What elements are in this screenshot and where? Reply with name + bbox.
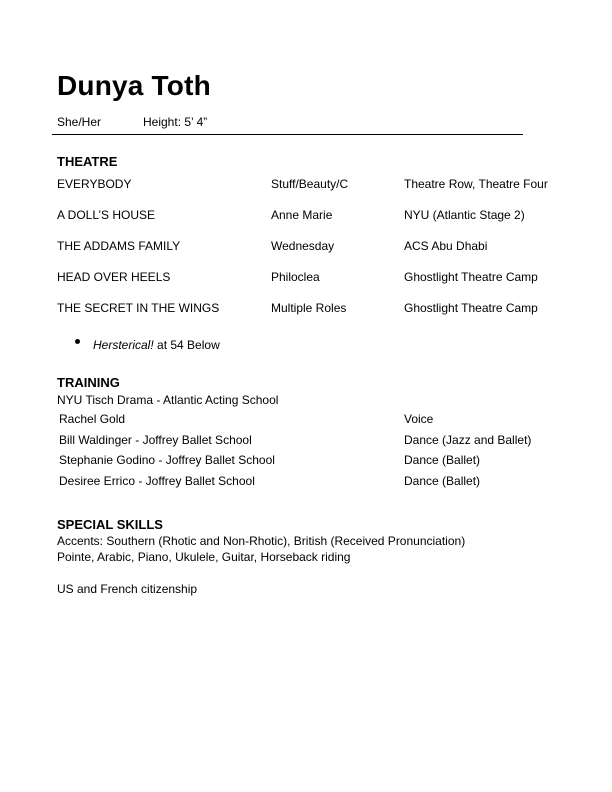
theatre-venue: NYU (Atlantic Stage 2) xyxy=(404,208,525,222)
header-divider xyxy=(52,134,523,135)
skills-line: US and French citizenship xyxy=(57,582,198,596)
skills-line: Pointe, Arabic, Piano, Ukulele, Guitar, Horseback riding xyxy=(57,550,351,564)
training-heading: TRAINING xyxy=(57,375,120,390)
theatre-venue: Theatre Row, Theatre Four xyxy=(404,177,548,191)
theatre-venue: Ghostlight Theatre Camp xyxy=(404,301,538,315)
theatre-heading: THEATRE xyxy=(57,154,118,169)
training-teacher: Stephanie Godino - Joffrey Ballet School xyxy=(59,453,275,467)
theatre-role: Multiple Roles xyxy=(271,301,347,315)
bullet-rest: at 54 Below xyxy=(153,338,220,352)
theatre-show: THE ADDAMS FAMILY xyxy=(57,239,181,253)
training-subject: Dance (Jazz and Ballet) xyxy=(404,433,532,447)
training-teacher: Desiree Errico - Joffrey Ballet School xyxy=(59,474,255,488)
pronouns: She/Her xyxy=(57,115,102,129)
theatre-show: A DOLL’S HOUSE xyxy=(57,208,156,222)
training-subject: Dance (Ballet) xyxy=(404,453,481,467)
theatre-venue: Ghostlight Theatre Camp xyxy=(404,270,538,284)
height: Height: 5’ 4” xyxy=(143,115,208,129)
bullet-dot xyxy=(75,339,80,344)
training-teacher: Rachel Gold xyxy=(59,412,126,426)
theatre-show: EVERYBODY xyxy=(57,177,132,191)
theatre-role: Wednesday xyxy=(271,239,335,253)
training-subject: Voice xyxy=(404,412,434,426)
training-school: NYU Tisch Drama - Atlantic Acting School xyxy=(57,393,279,407)
theatre-role: Anne Marie xyxy=(271,208,333,222)
theatre-role: Philoclea xyxy=(271,270,320,284)
theatre-venue: ACS Abu Dhabi xyxy=(404,239,488,253)
theatre-show: THE SECRET IN THE WINGS xyxy=(57,301,220,315)
theatre-show: HEAD OVER HEELS xyxy=(57,270,171,284)
theatre-role: Stuff/Beauty/C xyxy=(271,177,349,191)
training-teacher: Bill Waldinger - Joffrey Ballet School xyxy=(59,433,252,447)
resume-name: Dunya Toth xyxy=(57,70,211,101)
bullet-title: Hersterical! xyxy=(93,338,154,352)
training-subject: Dance (Ballet) xyxy=(404,474,481,488)
skills-line: Accents: Southern (Rhotic and Non-Rhotic), British (Received Pronunciation) xyxy=(57,534,466,548)
skills-heading: SPECIAL SKILLS xyxy=(57,517,163,532)
bullet-item xyxy=(93,338,220,352)
